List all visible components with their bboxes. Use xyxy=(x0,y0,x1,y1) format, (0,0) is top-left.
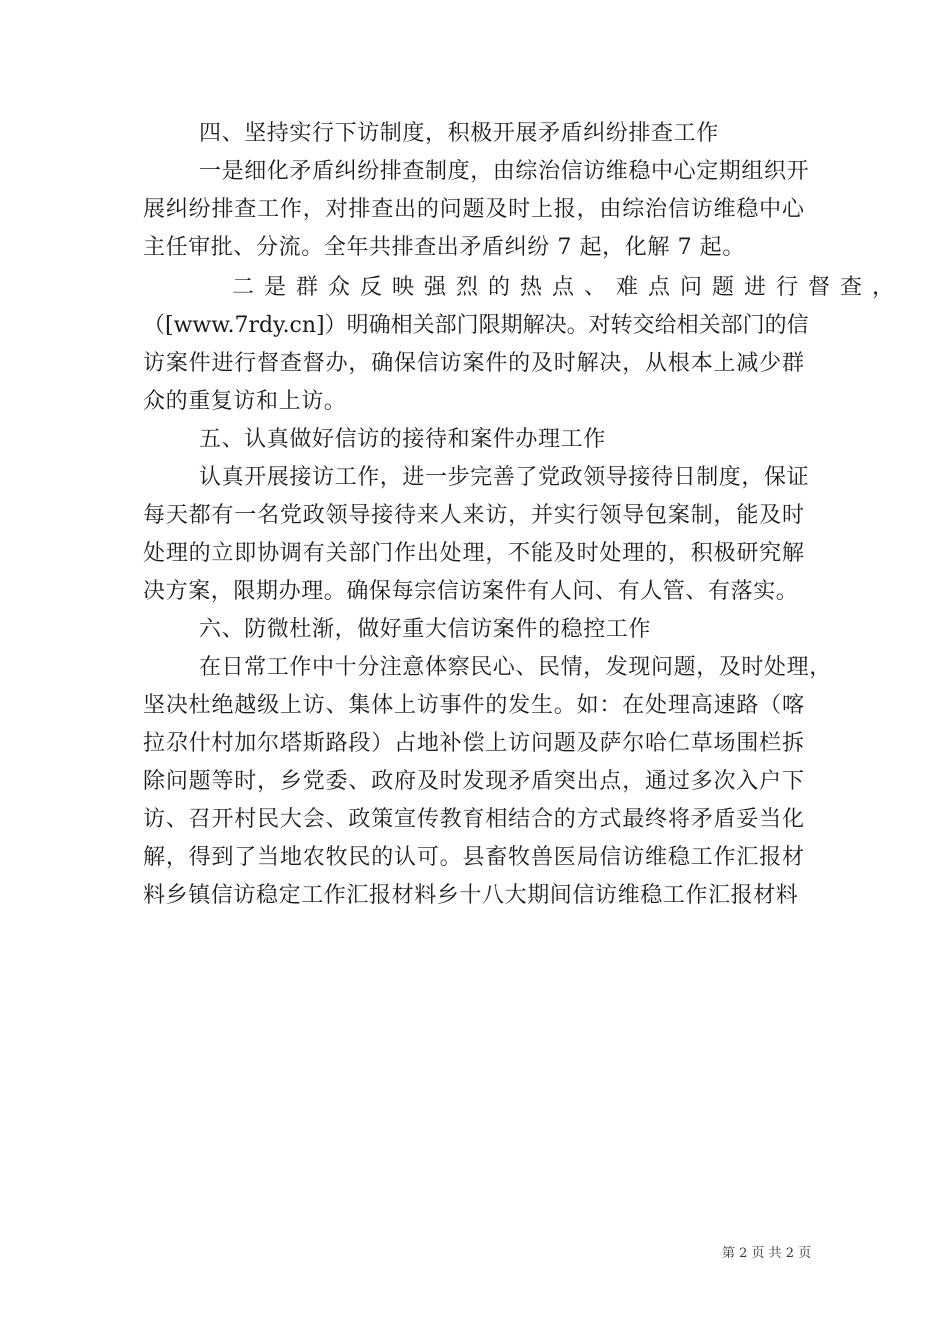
paragraph-line: 一是细化矛盾纠纷排查制度，由综治信访维稳中心定期组织开 xyxy=(199,159,810,184)
page-number: 第 2 页 共 2 页 xyxy=(722,1246,812,1261)
paragraph-line: 料乡镇信访稳定工作汇报材料乡十八大期间信访维稳工作汇报材料 xyxy=(143,883,799,908)
paragraph-line: 认真开展接访工作，进一步完善了党政领导接待日制度，保证 xyxy=(199,465,810,490)
paragraph-line: 处理的立即协调有关部门作出处理，不能及时处理的，积极研究解 xyxy=(143,541,804,566)
section-heading-6: 六、防微杜渐，做好重大信访案件的稳控工作 xyxy=(199,617,652,642)
paragraph-line: 解，得到了当地农牧民的认可。县畜牧兽医局信访维稳工作汇报材 xyxy=(143,845,804,870)
paragraph-line: 在日常工作中十分注意体察民心、民情，发现问题，及时处理， xyxy=(199,655,832,680)
paragraph-line: 众的重复访和上访。 xyxy=(143,389,347,414)
paragraph-line: 除问题等时，乡党委、政府及时发现矛盾突出点，通过多次入户下 xyxy=(143,769,804,794)
paragraph-line: 决方案，限期办理。确保每宗信访案件有人问、有人管、有落实。 xyxy=(143,579,799,604)
section-heading-4: 四、坚持实行下访制度，积极开展矛盾纠纷排查工作 xyxy=(199,121,719,146)
section-heading-5: 五、认真做好信访的接待和案件办理工作 xyxy=(199,427,606,452)
paragraph-line: 每天都有一名党政领导接待来人来访，并实行领导包案制，能及时 xyxy=(143,503,804,528)
paragraph-line: 访案件进行督查督办，确保信访案件的及时解决，从根本上减少群 xyxy=(143,351,804,376)
paragraph-line: 拉尕什村加尔塔斯路段）占地补偿上访问题及萨尔哈仁草场围栏拆 xyxy=(143,731,804,756)
paragraph-line: 访、召开村民大会、政策宣传教育相结合的方式最终将矛盾妥当化 xyxy=(143,807,804,832)
paragraph-line: （[www.7rdy.cn]）明确相关部门限期解决。对转交给相关部门的信 xyxy=(143,313,809,338)
paragraph-line: 坚决杜绝越级上访、集体上访事件的发生。如：在处理高速路（喀 xyxy=(143,693,804,718)
paragraph-line: 二是群众反映强烈的热点、难点问题进行督查， xyxy=(232,275,905,300)
paragraph-line: 主任审批、分流。全年共排查出矛盾纠纷 7 起，化解 7 起。 xyxy=(143,235,745,260)
paragraph-line: 展纠纷排查工作，对排查出的问题及时上报，由综治信访维稳中心 xyxy=(143,197,804,222)
